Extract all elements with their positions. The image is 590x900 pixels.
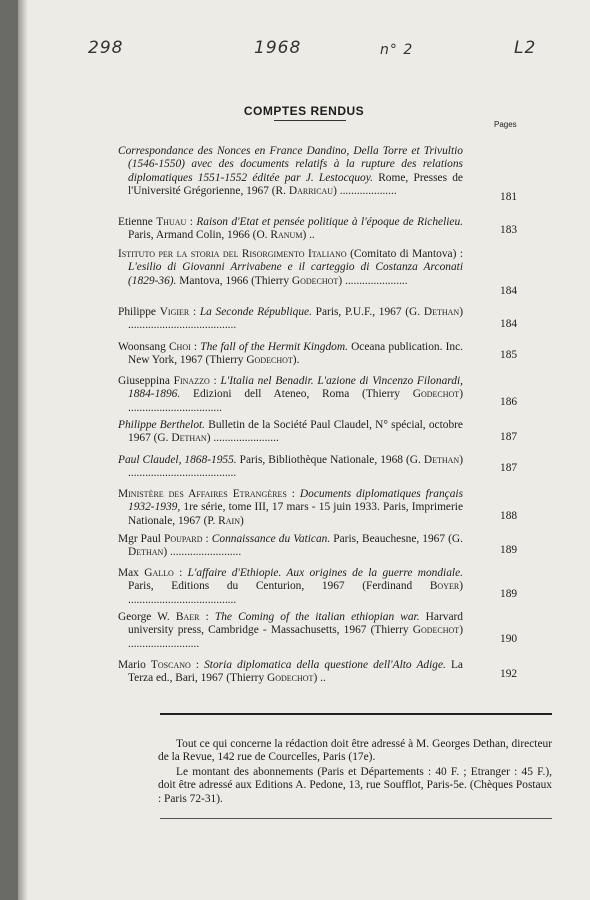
page-number-0: 181 bbox=[500, 191, 518, 203]
entry-author: Thuau bbox=[156, 216, 187, 228]
entry-reviewer: Godechot bbox=[412, 624, 460, 637]
entry-publication: Paris, Bibliothèque Nationale, 1968 (G. bbox=[236, 454, 424, 466]
page-number-10: 189 bbox=[500, 588, 518, 600]
page-number-12: 192 bbox=[500, 668, 518, 680]
entry-publication: Harvard university press, Cambridge - Massachusetts, 1967 (Thierry bbox=[128, 611, 463, 637]
entry-close: ) ....................... bbox=[206, 432, 279, 445]
entry-close: ) ...................................... bbox=[128, 454, 463, 480]
page-number-4: 185 bbox=[500, 349, 518, 361]
entry-reviewer: Dethan bbox=[171, 432, 207, 445]
page-number-2: 184 bbox=[500, 285, 518, 297]
footer-bottom-rule bbox=[160, 818, 552, 819]
entry-author-prefix: Giuseppina bbox=[118, 375, 174, 387]
entry-author-prefix: Max bbox=[118, 567, 145, 579]
review-entry-11: George W. Baer : The Coming of the italian ethiopian war. Harvard university press, Cambridge - Massachusetts, 1967 (Thierry Godechot) ......................... bbox=[118, 611, 463, 650]
entry-close: ) .................... bbox=[333, 185, 397, 198]
entry-publication: Paris, P.U.F., 1967 (G. bbox=[311, 306, 424, 318]
entry-author: Poupard bbox=[164, 533, 203, 545]
entry-publication: Rome, Presses de l'Université Grégorienne, 1967 (R. bbox=[128, 171, 463, 198]
entry-publication: Bulletin de la Société Paul Claudel, N° spécial, octobre 1967 (G. bbox=[128, 419, 463, 445]
entry-author: Finazzo bbox=[173, 375, 210, 387]
review-entry-1: Etienne Thuau : Raison d'Etat et pensée politique à l'époque de Richelieu. Paris, Armand Colin, 1966 (O. Ranum) .. bbox=[118, 216, 463, 242]
entry-title: Philippe Berthelot. bbox=[118, 419, 206, 431]
entry-title: L'esilio di Giovanni Arrivabene e il carteggio di Costanza Arconati (1829-36). bbox=[128, 261, 463, 287]
entry-publication: Oceana publication. Inc. New York, 1967 (Thierry bbox=[128, 341, 463, 367]
title-underline bbox=[274, 120, 346, 121]
entry-reviewer: Dethan bbox=[423, 454, 460, 466]
handwritten-note-3: n° 2 bbox=[380, 42, 414, 58]
entry-title: The Coming of the italian ethiopian war. bbox=[214, 611, 420, 623]
footer-subscription-note: Le montant des abonnements (Paris et Départements : 40 F. ; Etranger : 45 F.), doit être adressé aux Editions A. Pedone, 13, rue Soufflot, Paris-5e. (Chèques Postaux : Paris 72-31). bbox=[158, 766, 552, 805]
review-entry-6 bbox=[118, 419, 463, 446]
entry-title: Paul Claudel, 1868-1955. bbox=[118, 454, 237, 466]
entry-reviewer: Rain bbox=[218, 514, 240, 527]
page-number-1: 183 bbox=[500, 224, 518, 236]
entry-reviewer: Dethan bbox=[128, 546, 164, 559]
page-binding-shadow bbox=[18, 0, 28, 900]
review-entry-4: Woonsang Choi : The fall of the Hermit Kingdom. Oceana publication. Inc. New York, 1967 (Thierry Godechot). bbox=[118, 341, 463, 367]
entry-author: Gallo bbox=[144, 567, 174, 579]
entry-publication: La Terza ed., Bari, 1967 (Thierry bbox=[128, 659, 463, 685]
entry-close: ) ...................................... bbox=[128, 580, 463, 606]
entry-close: ) .. bbox=[313, 672, 326, 685]
entry-author: Baer bbox=[175, 611, 200, 623]
entry-publication: 1re série, tome III, 17 mars - 15 juin 1933. Paris, Imprimerie Nationale, 1967 (P. bbox=[128, 501, 463, 527]
entry-title: Raison d'Etat et pensée politique à l'époque de Richelieu. bbox=[196, 216, 463, 228]
entry-reviewer: Godechot bbox=[246, 354, 293, 367]
entry-reviewer: Boyer bbox=[429, 580, 460, 593]
entry-close: ) ...................... bbox=[338, 274, 408, 287]
review-entry-7 bbox=[118, 454, 463, 481]
pages-column-label: Pages bbox=[494, 120, 517, 129]
review-entry-12: Mario Toscano : Storia diplomatica della questione dell'Alto Adige. La Terza ed., Bari, 1967 (Thierry Godechot) .. bbox=[118, 659, 463, 685]
document-page bbox=[18, 0, 590, 900]
entry-author-prefix: Etienne bbox=[118, 216, 157, 228]
entry-close: ) ................................. bbox=[128, 388, 463, 414]
entry-author: Choi bbox=[168, 341, 191, 353]
entry-author-prefix: Mgr Paul bbox=[118, 533, 164, 545]
review-entry-2 bbox=[118, 248, 463, 288]
entry-title: The fall of the Hermit Kingdom. bbox=[200, 341, 348, 353]
entry-publication: Paris, Armand Colin, 1966 (O. bbox=[128, 229, 271, 242]
handwritten-note-1: 298 bbox=[88, 38, 124, 58]
page-number-9: 189 bbox=[500, 544, 518, 556]
page-number-3: 184 bbox=[500, 318, 518, 330]
entry-reviewer: Godechot bbox=[267, 672, 314, 685]
page-number-7: 187 bbox=[500, 462, 518, 474]
handwritten-note-2: 1968 bbox=[254, 38, 302, 58]
entry-author-prefix: George W. bbox=[118, 611, 176, 623]
entry-author-prefix: Woonsang bbox=[118, 341, 169, 353]
entry-author-prefix: Philippe bbox=[118, 306, 160, 318]
entry-title: Documents diplomatiques français 1932-1939, bbox=[128, 488, 463, 514]
entry-title: L'affaire d'Ethiopie. Aux origines de la guerre mondiale. bbox=[187, 567, 463, 579]
page-number-6: 187 bbox=[500, 431, 518, 443]
review-entry-3: Philippe Vigier : La Seconde République. Paris, P.U.F., 1967 (G. Dethan) ...................................... bbox=[118, 306, 463, 332]
entry-publication: Mantova, 1966 (Thierry bbox=[176, 274, 292, 287]
review-entry-8: Ministère des Affaires Etrangères : Documents diplomatiques français 1932-1939, 1re série, tome III, 17 mars - 15 juin 1933. Paris, Imprimerie Nationale, 1967 (P. Rain) bbox=[118, 488, 463, 527]
entry-author-prefix: Mario bbox=[118, 659, 151, 671]
entry-title: L'Italia nel Benadir. L'azione di Vincenzo Filonardi, 1884-1896. bbox=[128, 375, 463, 401]
page-number-8: 188 bbox=[500, 510, 518, 522]
footer-top-rule bbox=[160, 713, 552, 715]
entry-reviewer: Dethan bbox=[423, 306, 460, 318]
page-number-5: 186 bbox=[500, 396, 518, 408]
entry-author-suffix: (Comitato di Mantova) : bbox=[346, 248, 464, 260]
review-entry-9: Mgr Paul Poupard : Connaissance du Vatican. Paris, Beauchesne, 1967 (G. Dethan) ......................... bbox=[118, 533, 463, 559]
entry-reviewer: Godechot bbox=[291, 274, 339, 287]
entry-close: ) bbox=[240, 514, 244, 527]
entry-author: Ministère des Affaires Etrangères bbox=[118, 488, 287, 500]
entry-publication: Paris, Editions du Centurion, 1967 (Ferdinand bbox=[128, 580, 430, 593]
entry-close: ) .. bbox=[302, 229, 315, 242]
entry-publication: Edizioni dell Ateneo, Roma (Thierry bbox=[180, 388, 413, 401]
entry-reviewer: Ranum bbox=[270, 229, 303, 242]
entry-close: ) ...................................... bbox=[128, 306, 463, 332]
entry-close: ) ......................... bbox=[163, 546, 242, 559]
page-number-11: 190 bbox=[500, 633, 518, 645]
footer-editorial-note: Tout ce qui concerne la rédaction doit être adressé à M. Georges Dethan, directeur de la Revue, 142 rue de Courcelles, Paris (17e). bbox=[158, 738, 552, 764]
entry-reviewer: Darricau bbox=[288, 185, 334, 198]
review-entry-0 bbox=[118, 145, 463, 199]
section-title: COMPTES RENDUS bbox=[243, 104, 365, 118]
entry-publication: Paris, Beauchesne, 1967 (G. bbox=[330, 533, 463, 545]
entry-title: Connaissance du Vatican. bbox=[211, 533, 331, 545]
entry-reviewer: Godechot bbox=[412, 388, 460, 401]
entry-close: ). bbox=[292, 354, 300, 367]
review-entry-10: Max Gallo : L'affaire d'Ethiopie. Aux origines de la guerre mondiale. Paris, Editions du Centurion, 1967 (Ferdinand Boyer) ...................................... bbox=[118, 567, 463, 606]
entry-title: Correspondance des Nonces en France Dandino, Della Torre et Trivultio (1546-1550) avec des documents relatifs à la rupture des relations diplomatiques 1551-1552 éditée par J. Lestocquoy. bbox=[118, 145, 463, 184]
review-entry-5: Giuseppina Finazzo : L'Italia nel Benadir. L'azione di Vincenzo Filonardi, 1884-1896. Edizioni dell Ateneo, Roma (Thierry Godechot) ................................. bbox=[118, 375, 463, 414]
handwritten-note-4: L2 bbox=[514, 38, 537, 58]
entry-author: Vigier bbox=[159, 306, 190, 318]
entry-close: ) ......................... bbox=[128, 624, 463, 650]
entry-author: Toscano bbox=[150, 659, 191, 671]
entry-author: Istituto per la storia del Risorgimento Italiano bbox=[118, 248, 347, 260]
entry-title: La Seconde République. bbox=[199, 306, 312, 318]
entry-title: Storia diplomatica della questione dell'Alto Adige. bbox=[204, 659, 446, 671]
